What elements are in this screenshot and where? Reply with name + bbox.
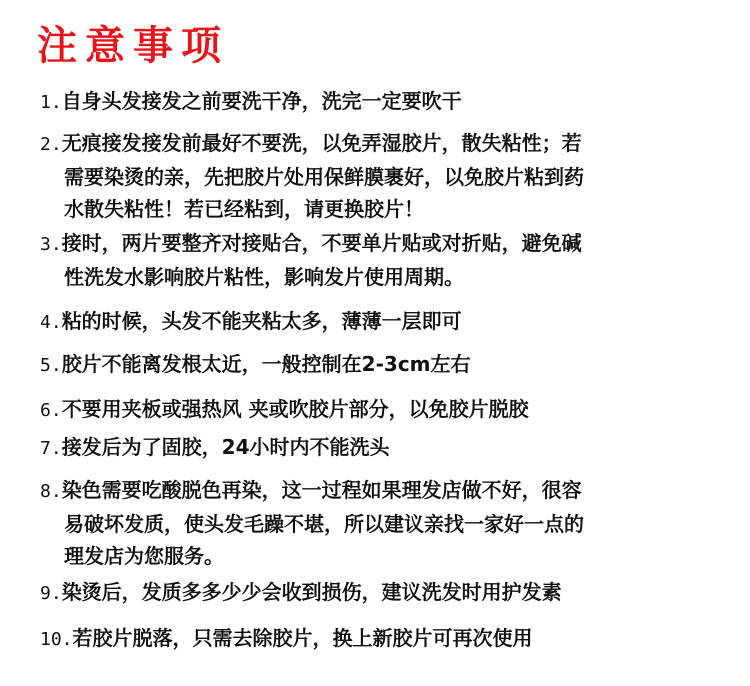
note-text: 接发后为了固胶，24小时内不能洗头 xyxy=(61,435,390,459)
note-item-3 xyxy=(40,227,730,293)
note-text: 需要染烫的亲，先把胶片处用保鲜膜裹好，以免胶片粘到药 xyxy=(64,165,584,189)
note-number: 3. xyxy=(40,234,62,255)
note-number: 9. xyxy=(40,583,62,604)
note-item-8 xyxy=(40,474,730,572)
note-number: 1. xyxy=(40,92,62,113)
note-item-2 xyxy=(40,127,730,225)
note-item-1 xyxy=(40,85,730,119)
note-text: 染烫后，发质多多少少会收到损伤，建议洗发时用护发素 xyxy=(61,580,562,604)
note-item-7 xyxy=(40,431,730,465)
note-text: 胶片不能离发根太近，一般控制在2-3cm左右 xyxy=(61,352,471,376)
page-title: 注意事项 xyxy=(37,23,229,69)
note-number: 6. xyxy=(40,400,62,421)
note-number: 2. xyxy=(40,134,62,155)
note-text: 理发店为您服务。 xyxy=(64,544,224,568)
note-text: 接时，两片要整齐对接贴合，不要单片贴或对折贴，避免碱 xyxy=(61,231,582,255)
note-text: 水散失粘性！若已经粘到，请更换胶片！ xyxy=(64,197,424,221)
note-item-4 xyxy=(40,305,730,339)
note-item-9 xyxy=(40,576,730,610)
note-number: 5. xyxy=(40,355,62,376)
note-item-10 xyxy=(40,622,730,656)
note-item-5 xyxy=(40,348,730,382)
note-text: 不要用夹板或强热风 夹或吹胶片部分，以免胶片脱胶 xyxy=(61,397,529,421)
note-number: 8. xyxy=(40,481,62,502)
note-text: 易破坏发质，使头发毛躁不堪，所以建议亲找一家好一点的 xyxy=(64,512,584,536)
note-text: 性洗发水影响胶片粘性，影响发片使用周期。 xyxy=(64,265,464,289)
note-number: 7. xyxy=(40,438,62,459)
note-text: 无痕接发接发前最好不要洗，以免弄湿胶片，散失粘性；若 xyxy=(61,131,582,155)
note-text: 染色需要吃酸脱色再染，这一过程如果理发店做不好，很容 xyxy=(61,478,582,502)
note-text: 粘的时候，头发不能夹粘太多，薄薄一层即可 xyxy=(61,309,462,333)
note-number: 4. xyxy=(40,312,62,333)
note-number: 10. xyxy=(40,629,73,650)
note-text: 自身头发接发之前要洗干净，洗完一定要吹干 xyxy=(61,89,462,113)
note-text: 若胶片脱落，只需去除胶片，换上新胶片可再次使用 xyxy=(72,626,533,650)
note-item-6 xyxy=(40,393,730,427)
